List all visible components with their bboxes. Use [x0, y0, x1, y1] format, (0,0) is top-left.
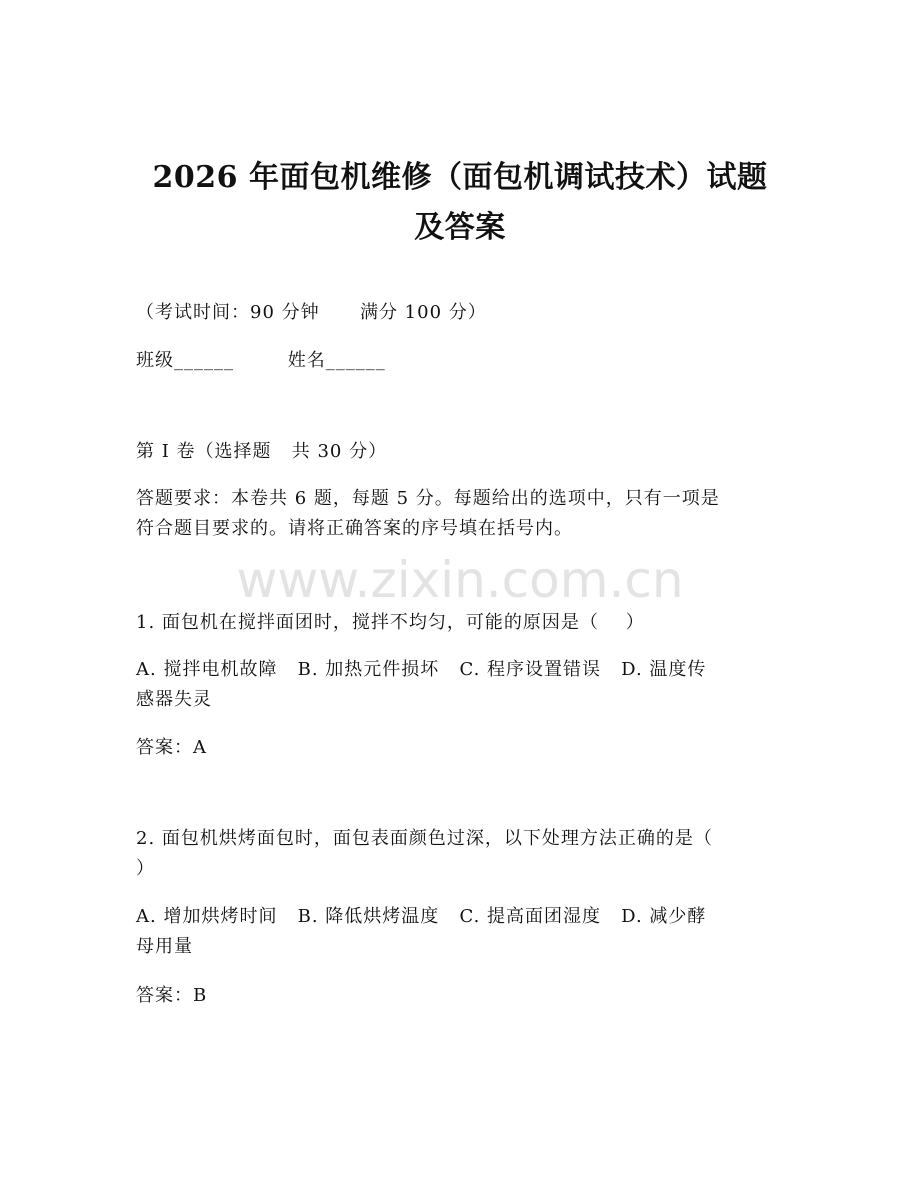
student-info: 班级______ 姓名______ [136, 350, 386, 371]
watermark: www.zixin.com.cn [236, 551, 684, 609]
question-options-line-2: 感器失灵 [136, 689, 212, 710]
question-answer: 答案：A [136, 737, 207, 758]
document-title-line-1: 2026 年面包机维修（面包机调试技术）试题 [152, 160, 768, 195]
question-stem-line-1: 2. 面包机烘烤面包时，面包表面颜色过深，以下处理方法正确的是（ [136, 828, 713, 849]
question-answer: 答案：B [136, 985, 208, 1006]
section-heading: 第 I 卷（选择题 共 30 分） [136, 441, 388, 462]
question-options-line-2: 母用量 [136, 936, 193, 957]
section-instructions-line-2: 符合题目要求的。请将正确答案的序号填在括号内。 [136, 518, 573, 539]
question-options-line-1: A. 增加烘烤时间 B. 降低烘烤温度 C. 提高面团湿度 D. 减少酵 [136, 906, 707, 927]
question-stem-line-1: 1. 面包机在搅拌面团时，搅拌不均匀，可能的原因是（ ） [136, 612, 645, 633]
exam-info: （考试时间：90 分钟 满分 100 分） [136, 302, 487, 323]
question-stem-line-2: ） [136, 858, 155, 879]
document-title-line-2: 及答案 [414, 210, 506, 245]
section-instructions-line-1: 答题要求：本卷共 6 题，每题 5 分。每题给出的选项中，只有一项是 [136, 488, 720, 509]
question-options-line-1: A. 搅拌电机故障 B. 加热元件损坏 C. 程序设置错误 D. 温度传 [136, 659, 707, 680]
